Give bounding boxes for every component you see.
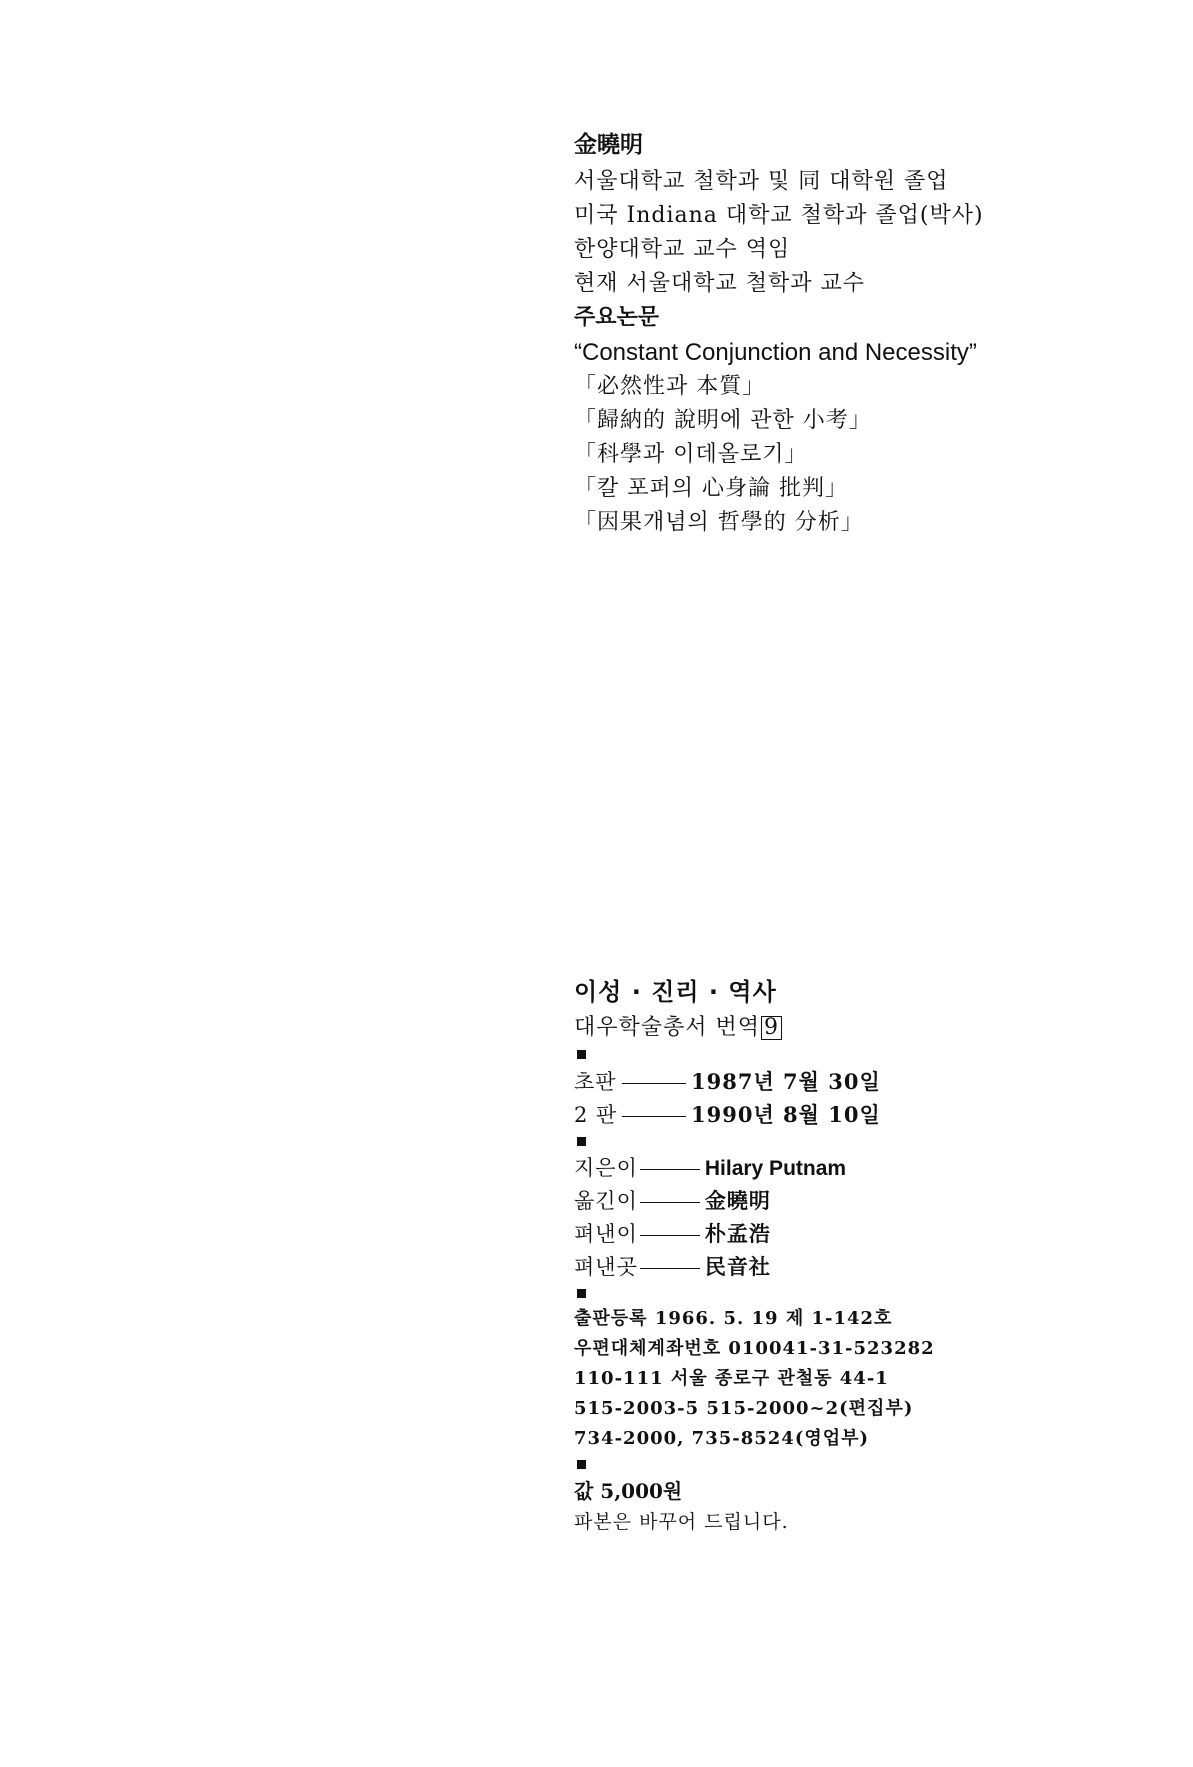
registration-line: 출판등록 1966. 5. 19 제 1-142호	[574, 1308, 893, 1329]
leader-dash	[640, 1169, 700, 1170]
postal-account-line: 우편대체계좌번호 010041-31-523282	[574, 1338, 935, 1359]
phone-editorial-line: 515-2003-5 515-2000~2(편집부)	[574, 1398, 914, 1419]
credit-label: 지은이	[574, 1156, 638, 1180]
paper-title: 「因果개념의 哲學的 分析」	[574, 510, 864, 535]
paper-title: “Constant Conjunction and Necessity”	[574, 339, 977, 366]
author-bio	[574, 134, 1134, 546]
section-divider-square	[577, 1289, 586, 1298]
credit-author	[574, 1158, 1134, 1179]
credit-publishing-house	[574, 1256, 1134, 1278]
credit-translator	[574, 1190, 1134, 1212]
credit-publisher	[574, 1223, 1134, 1245]
leader-dash	[622, 1083, 686, 1084]
edition-date: 1990년 8월 10일	[691, 1102, 881, 1127]
edition-label: 2 판	[574, 1103, 618, 1127]
phone-sales-line: 734-2000, 735-8524(영업부)	[574, 1428, 870, 1449]
section-divider-square	[577, 1050, 586, 1059]
paper-title: 「歸納的 說明에 관한 小考」	[574, 408, 872, 433]
series-name: 대우학술총서 번역	[574, 1015, 761, 1040]
edition-second	[574, 1104, 1134, 1126]
price: 값 5,000원	[574, 1479, 683, 1503]
leader-dash	[622, 1116, 686, 1117]
edition-first	[574, 1071, 1134, 1093]
edition-label: 초판	[574, 1070, 617, 1094]
credit-value: 金曉明	[704, 1188, 771, 1213]
bio-line-education: 서울대학교 철학과 및 同 대학원 졸업	[574, 169, 949, 194]
series-line	[574, 1016, 1134, 1040]
credit-label: 펴낸곳	[574, 1255, 638, 1279]
credit-label: 옮긴이	[574, 1189, 638, 1213]
credit-value: 朴孟浩	[704, 1221, 771, 1246]
bio-line-former-position: 한양대학교 교수 역임	[574, 237, 791, 262]
address-line: 110-111 서울 종로구 관철동 44-1	[574, 1368, 889, 1389]
bio-line-doctorate: 미국 Indiana 대학교 철학과 졸업(박사)	[574, 203, 984, 228]
defect-exchange-note: 파본은 바꾸어 드립니다.	[574, 1511, 789, 1533]
section-divider-square	[577, 1460, 586, 1469]
credit-value: 民音社	[704, 1254, 771, 1279]
paper-title: 「必然性과 本質」	[574, 374, 766, 399]
paper-title: 「칼 포퍼의 心身論 批判」	[574, 476, 848, 501]
author-name: 金曉明	[574, 132, 643, 158]
leader-dash	[640, 1235, 700, 1236]
bio-line-current-position: 현재 서울대학교 철학과 교수	[574, 271, 866, 296]
section-divider-square	[577, 1137, 586, 1146]
paper-title: 「科學과 이데올로기」	[574, 442, 808, 467]
credit-value: Hilary Putnam	[704, 1157, 847, 1180]
leader-dash	[640, 1202, 700, 1203]
papers-header: 주요논문	[574, 305, 660, 330]
book-title: 이성 · 진리 · 역사	[574, 978, 777, 1006]
colophon	[574, 980, 1134, 1532]
credit-label: 펴낸이	[574, 1222, 638, 1246]
series-number: 9	[761, 1016, 782, 1040]
edition-date: 1987년 7월 30일	[691, 1069, 881, 1094]
leader-dash	[640, 1268, 700, 1269]
